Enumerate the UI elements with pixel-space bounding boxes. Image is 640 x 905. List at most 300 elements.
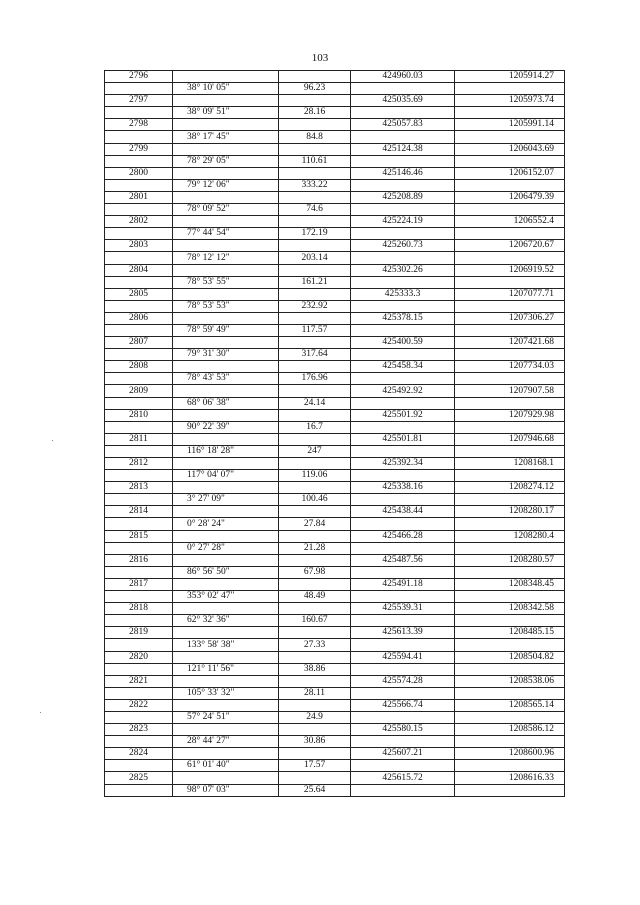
northing-cell: 424960.03 xyxy=(351,71,455,83)
course-row xyxy=(105,542,565,554)
empty-cell xyxy=(105,107,173,119)
empty-cell xyxy=(173,627,279,639)
distance-cell: 38.86 xyxy=(279,663,351,675)
distance-cell: 160.67 xyxy=(279,615,351,627)
empty-cell xyxy=(279,240,351,252)
northing-cell: 425613.39 xyxy=(351,627,455,639)
distance-cell: 74.6 xyxy=(279,204,351,216)
distance-cell: 119.06 xyxy=(279,470,351,482)
easting-cell: 1205991.14 xyxy=(455,119,565,131)
distance-cell: 96.23 xyxy=(279,83,351,95)
empty-cell xyxy=(105,324,173,336)
empty-cell xyxy=(173,216,279,228)
northing-cell: 425124.38 xyxy=(351,143,455,155)
empty-cell xyxy=(351,639,455,651)
bearing-cell: 86° 56' 50" xyxy=(173,566,279,578)
empty-cell xyxy=(351,252,455,264)
distance-cell: 24.9 xyxy=(279,711,351,723)
easting-cell: 1207734.03 xyxy=(455,361,565,373)
empty-cell xyxy=(173,458,279,470)
easting-cell: 1208538.06 xyxy=(455,675,565,687)
course-row xyxy=(105,687,565,699)
point-id-cell: 2819 xyxy=(105,627,173,639)
empty-cell xyxy=(455,397,565,409)
empty-cell xyxy=(351,615,455,627)
course-row xyxy=(105,204,565,216)
northing-cell: 425338.16 xyxy=(351,482,455,494)
point-id-cell: 2812 xyxy=(105,458,173,470)
bearing-cell: 117° 04' 07" xyxy=(173,470,279,482)
scan-speck xyxy=(52,440,53,441)
distance-cell: 317.64 xyxy=(279,349,351,361)
empty-cell xyxy=(351,494,455,506)
course-row xyxy=(105,373,565,385)
empty-cell xyxy=(455,615,565,627)
point-id-cell: 2803 xyxy=(105,240,173,252)
empty-cell xyxy=(351,397,455,409)
easting-cell: 1207946.68 xyxy=(455,433,565,445)
empty-cell xyxy=(279,167,351,179)
empty-cell xyxy=(173,71,279,83)
empty-cell xyxy=(279,385,351,397)
point-id-cell: 2804 xyxy=(105,264,173,276)
empty-cell xyxy=(351,421,455,433)
northing-cell: 425333.3 xyxy=(351,288,455,300)
station-row xyxy=(105,554,565,566)
distance-cell: 16.7 xyxy=(279,421,351,433)
distance-cell: 176.96 xyxy=(279,373,351,385)
bearing-cell: 105° 33' 32" xyxy=(173,687,279,699)
empty-cell xyxy=(455,542,565,554)
station-row xyxy=(105,167,565,179)
empty-cell xyxy=(105,349,173,361)
distance-cell: 117.57 xyxy=(279,324,351,336)
empty-cell xyxy=(351,179,455,191)
distance-cell: 161.21 xyxy=(279,276,351,288)
empty-cell xyxy=(455,494,565,506)
empty-cell xyxy=(455,83,565,95)
station-row xyxy=(105,724,565,736)
station-row xyxy=(105,506,565,518)
northing-cell: 425400.59 xyxy=(351,337,455,349)
empty-cell xyxy=(105,252,173,264)
empty-cell xyxy=(279,748,351,760)
point-id-cell: 2817 xyxy=(105,578,173,590)
northing-cell: 425035.69 xyxy=(351,95,455,107)
empty-cell xyxy=(105,228,173,240)
empty-cell xyxy=(173,748,279,760)
empty-cell xyxy=(279,288,351,300)
point-id-cell: 2798 xyxy=(105,119,173,131)
bearing-cell: 38° 09' 51" xyxy=(173,107,279,119)
empty-cell xyxy=(351,155,455,167)
empty-cell xyxy=(279,554,351,566)
empty-cell xyxy=(279,506,351,518)
course-row xyxy=(105,591,565,603)
empty-cell xyxy=(351,83,455,95)
distance-cell: 100.46 xyxy=(279,494,351,506)
empty-cell xyxy=(105,518,173,530)
empty-cell xyxy=(279,699,351,711)
easting-cell: 1208348.45 xyxy=(455,578,565,590)
northing-cell: 425392.34 xyxy=(351,458,455,470)
empty-cell xyxy=(105,542,173,554)
northing-cell: 425487.56 xyxy=(351,554,455,566)
empty-cell xyxy=(455,155,565,167)
easting-cell: 1208600.96 xyxy=(455,748,565,760)
point-id-cell: 2821 xyxy=(105,675,173,687)
point-id-cell: 2807 xyxy=(105,337,173,349)
northing-cell: 425566.74 xyxy=(351,699,455,711)
empty-cell xyxy=(351,518,455,530)
empty-cell xyxy=(279,433,351,445)
station-row xyxy=(105,458,565,470)
empty-cell xyxy=(351,324,455,336)
empty-cell xyxy=(351,300,455,312)
easting-cell: 1207421.68 xyxy=(455,337,565,349)
northing-cell: 425438.44 xyxy=(351,506,455,518)
station-row xyxy=(105,361,565,373)
distance-cell: 172.19 xyxy=(279,228,351,240)
station-row xyxy=(105,409,565,421)
empty-cell xyxy=(105,639,173,651)
bearing-cell: 78° 29' 05" xyxy=(173,155,279,167)
course-row xyxy=(105,518,565,530)
course-row xyxy=(105,736,565,748)
bearing-cell: 353° 02' 47" xyxy=(173,591,279,603)
northing-cell: 425378.15 xyxy=(351,312,455,324)
empty-cell xyxy=(279,191,351,203)
empty-cell xyxy=(173,288,279,300)
bearing-cell: 28° 44' 27" xyxy=(173,736,279,748)
point-id-cell: 2797 xyxy=(105,95,173,107)
point-id-cell: 2813 xyxy=(105,482,173,494)
empty-cell xyxy=(105,179,173,191)
course-row xyxy=(105,663,565,675)
empty-cell xyxy=(105,155,173,167)
station-row xyxy=(105,312,565,324)
empty-cell xyxy=(173,603,279,615)
course-row xyxy=(105,470,565,482)
course-row xyxy=(105,760,565,772)
empty-cell xyxy=(455,107,565,119)
scan-speck xyxy=(40,712,41,713)
distance-cell: 84.8 xyxy=(279,131,351,143)
empty-cell xyxy=(455,204,565,216)
station-row xyxy=(105,675,565,687)
easting-cell: 1207077.71 xyxy=(455,288,565,300)
course-row xyxy=(105,639,565,651)
distance-cell: 25.64 xyxy=(279,784,351,796)
point-id-cell: 2801 xyxy=(105,191,173,203)
bearing-cell: 61° 01' 40" xyxy=(173,760,279,772)
point-id-cell: 2805 xyxy=(105,288,173,300)
station-row xyxy=(105,240,565,252)
station-row xyxy=(105,71,565,83)
empty-cell xyxy=(105,566,173,578)
easting-cell: 1206720.67 xyxy=(455,240,565,252)
empty-cell xyxy=(173,724,279,736)
point-id-cell: 2820 xyxy=(105,651,173,663)
station-row xyxy=(105,385,565,397)
distance-cell: 30.86 xyxy=(279,736,351,748)
empty-cell xyxy=(455,736,565,748)
bearing-cell: 78° 53' 55" xyxy=(173,276,279,288)
bearing-cell: 78° 59' 49" xyxy=(173,324,279,336)
easting-cell: 1205914.27 xyxy=(455,71,565,83)
empty-cell xyxy=(105,300,173,312)
easting-cell: 1208280.57 xyxy=(455,554,565,566)
bearing-cell: 0° 28' 24" xyxy=(173,518,279,530)
course-row xyxy=(105,300,565,312)
empty-cell xyxy=(105,373,173,385)
empty-cell xyxy=(455,276,565,288)
empty-cell xyxy=(105,397,173,409)
empty-cell xyxy=(351,542,455,554)
empty-cell xyxy=(173,337,279,349)
northing-cell: 425466.28 xyxy=(351,530,455,542)
station-row xyxy=(105,530,565,542)
empty-cell xyxy=(279,143,351,155)
empty-cell xyxy=(105,784,173,796)
distance-cell: 17.57 xyxy=(279,760,351,772)
bearing-cell: 38° 17' 45" xyxy=(173,131,279,143)
bearing-cell: 90° 22' 39" xyxy=(173,421,279,433)
course-row xyxy=(105,421,565,433)
station-row xyxy=(105,191,565,203)
bearing-cell: 116° 18' 28" xyxy=(173,445,279,457)
course-row xyxy=(105,252,565,264)
bearing-cell: 57° 24' 51" xyxy=(173,711,279,723)
course-row xyxy=(105,494,565,506)
empty-cell xyxy=(173,312,279,324)
course-row xyxy=(105,349,565,361)
point-id-cell: 2815 xyxy=(105,530,173,542)
northing-cell: 425458.34 xyxy=(351,361,455,373)
point-id-cell: 2796 xyxy=(105,71,173,83)
empty-cell xyxy=(173,95,279,107)
bearing-cell: 62° 32' 36" xyxy=(173,615,279,627)
northing-cell: 425224.19 xyxy=(351,216,455,228)
easting-cell: 1206919.52 xyxy=(455,264,565,276)
point-id-cell: 2823 xyxy=(105,724,173,736)
empty-cell xyxy=(455,566,565,578)
empty-cell xyxy=(173,772,279,784)
empty-cell xyxy=(455,373,565,385)
northing-cell: 425260.73 xyxy=(351,240,455,252)
empty-cell xyxy=(279,482,351,494)
point-id-cell: 2799 xyxy=(105,143,173,155)
empty-cell xyxy=(279,627,351,639)
course-row xyxy=(105,179,565,191)
empty-cell xyxy=(279,651,351,663)
empty-cell xyxy=(351,107,455,119)
empty-cell xyxy=(105,131,173,143)
distance-cell: 28.16 xyxy=(279,107,351,119)
easting-cell: 1208586.12 xyxy=(455,724,565,736)
easting-cell: 1205973.74 xyxy=(455,95,565,107)
point-id-cell: 2818 xyxy=(105,603,173,615)
empty-cell xyxy=(351,131,455,143)
empty-cell xyxy=(105,204,173,216)
station-row xyxy=(105,143,565,155)
station-row xyxy=(105,95,565,107)
distance-cell: 333.22 xyxy=(279,179,351,191)
empty-cell xyxy=(279,724,351,736)
bearing-cell: 133° 58' 38" xyxy=(173,639,279,651)
empty-cell xyxy=(351,687,455,699)
northing-cell: 425574.28 xyxy=(351,675,455,687)
easting-cell: 1206479.39 xyxy=(455,191,565,203)
easting-cell: 1208565.14 xyxy=(455,699,565,711)
empty-cell xyxy=(351,760,455,772)
empty-cell xyxy=(351,204,455,216)
empty-cell xyxy=(279,409,351,421)
easting-cell: 1206552.4 xyxy=(455,216,565,228)
distance-cell: 27.33 xyxy=(279,639,351,651)
station-row xyxy=(105,337,565,349)
station-row xyxy=(105,433,565,445)
bearing-cell: 78° 12' 12" xyxy=(173,252,279,264)
empty-cell xyxy=(173,385,279,397)
course-row xyxy=(105,784,565,796)
bearing-cell: 78° 43' 53" xyxy=(173,373,279,385)
easting-cell: 1208504.82 xyxy=(455,651,565,663)
empty-cell xyxy=(173,482,279,494)
station-row xyxy=(105,288,565,300)
easting-cell: 1208274.12 xyxy=(455,482,565,494)
course-row xyxy=(105,228,565,240)
easting-cell: 1208280.4 xyxy=(455,530,565,542)
easting-cell: 1207907.58 xyxy=(455,385,565,397)
point-id-cell: 2811 xyxy=(105,433,173,445)
empty-cell xyxy=(455,663,565,675)
bearing-cell: 68° 06' 38" xyxy=(173,397,279,409)
empty-cell xyxy=(173,651,279,663)
empty-cell xyxy=(351,276,455,288)
easting-cell: 1208168.1 xyxy=(455,458,565,470)
point-id-cell: 2822 xyxy=(105,699,173,711)
point-id-cell: 2800 xyxy=(105,167,173,179)
distance-cell: 67.98 xyxy=(279,566,351,578)
station-row xyxy=(105,651,565,663)
empty-cell xyxy=(455,445,565,457)
empty-cell xyxy=(455,349,565,361)
northing-cell: 425057.83 xyxy=(351,119,455,131)
course-row xyxy=(105,566,565,578)
empty-cell xyxy=(173,191,279,203)
empty-cell xyxy=(455,421,565,433)
empty-cell xyxy=(279,578,351,590)
bearing-cell: 78° 53' 53" xyxy=(173,300,279,312)
northing-cell: 425491.18 xyxy=(351,578,455,590)
station-row xyxy=(105,216,565,228)
empty-cell xyxy=(105,663,173,675)
survey-coordinates-table xyxy=(104,70,565,797)
course-row xyxy=(105,276,565,288)
empty-cell xyxy=(173,675,279,687)
course-row xyxy=(105,615,565,627)
point-id-cell: 2816 xyxy=(105,554,173,566)
empty-cell xyxy=(279,264,351,276)
bearing-cell: 79° 12' 06" xyxy=(173,179,279,191)
point-id-cell: 2810 xyxy=(105,409,173,421)
empty-cell xyxy=(351,736,455,748)
northing-cell: 425501.92 xyxy=(351,409,455,421)
empty-cell xyxy=(173,264,279,276)
empty-cell xyxy=(279,337,351,349)
empty-cell xyxy=(173,240,279,252)
course-row xyxy=(105,83,565,95)
empty-cell xyxy=(455,228,565,240)
empty-cell xyxy=(455,687,565,699)
empty-cell xyxy=(351,711,455,723)
empty-cell xyxy=(173,554,279,566)
station-row xyxy=(105,603,565,615)
empty-cell xyxy=(279,603,351,615)
northing-cell: 425594.41 xyxy=(351,651,455,663)
empty-cell xyxy=(455,639,565,651)
empty-cell xyxy=(455,324,565,336)
table-body xyxy=(105,71,565,797)
empty-cell xyxy=(351,566,455,578)
distance-cell: 247 xyxy=(279,445,351,457)
empty-cell xyxy=(279,95,351,107)
empty-cell xyxy=(173,578,279,590)
empty-cell xyxy=(455,252,565,264)
course-row xyxy=(105,711,565,723)
distance-cell: 21.28 xyxy=(279,542,351,554)
bearing-cell: 98° 07' 03" xyxy=(173,784,279,796)
empty-cell xyxy=(105,421,173,433)
empty-cell xyxy=(105,470,173,482)
point-id-cell: 2814 xyxy=(105,506,173,518)
northing-cell: 425539.31 xyxy=(351,603,455,615)
empty-cell xyxy=(455,518,565,530)
northing-cell: 425492.92 xyxy=(351,385,455,397)
northing-cell: 425208.89 xyxy=(351,191,455,203)
empty-cell xyxy=(351,470,455,482)
point-id-cell: 2824 xyxy=(105,748,173,760)
empty-cell xyxy=(455,131,565,143)
station-row xyxy=(105,748,565,760)
empty-cell xyxy=(173,361,279,373)
empty-cell xyxy=(351,228,455,240)
bearing-cell: 77° 44' 54" xyxy=(173,228,279,240)
station-row xyxy=(105,264,565,276)
northing-cell: 425580.15 xyxy=(351,724,455,736)
distance-cell: 232.92 xyxy=(279,300,351,312)
empty-cell xyxy=(279,119,351,131)
empty-cell xyxy=(279,361,351,373)
empty-cell xyxy=(173,409,279,421)
bearing-cell: 0° 27' 28" xyxy=(173,542,279,554)
empty-cell xyxy=(279,530,351,542)
station-row xyxy=(105,699,565,711)
station-row xyxy=(105,772,565,784)
distance-cell: 28.11 xyxy=(279,687,351,699)
bearing-cell: 121° 11' 56" xyxy=(173,663,279,675)
northing-cell: 425615.72 xyxy=(351,772,455,784)
course-row xyxy=(105,445,565,457)
station-row xyxy=(105,627,565,639)
point-id-cell: 2802 xyxy=(105,216,173,228)
empty-cell xyxy=(455,300,565,312)
empty-cell xyxy=(351,784,455,796)
course-row xyxy=(105,131,565,143)
empty-cell xyxy=(351,591,455,603)
station-row xyxy=(105,482,565,494)
